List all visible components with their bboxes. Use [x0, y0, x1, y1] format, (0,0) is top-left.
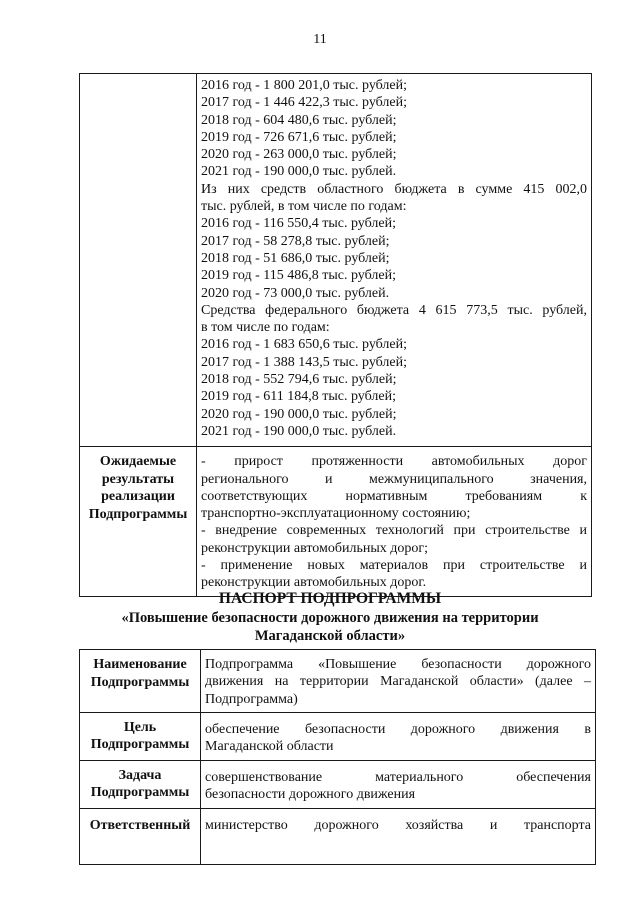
passport-label-line: Цель [123, 719, 157, 735]
funding-line: 2017 год - 1 446 422,3 тыс. рублей; [201, 95, 408, 111]
results-line: транспортно-эксплуатационному состоянию; [201, 506, 471, 522]
results-line: регионального и межмуниципального значения, [201, 471, 587, 487]
results-row [80, 447, 592, 596]
results-label-cell [80, 447, 197, 596]
results-line: реконструкции автомобильных дорог; [201, 540, 429, 556]
funding-line: в том числе по годам: [201, 320, 330, 336]
funding-text-cell [197, 74, 592, 447]
funding-line: 2019 год - 115 486,8 тыс. рублей; [201, 268, 396, 284]
passport-text-line: Магаданской области [205, 739, 334, 755]
funding-line: 2020 год - 263 000,0 тыс. рублей; [201, 147, 397, 163]
results-label-line: Ожидаемые [99, 454, 177, 470]
funding-line: Из них средств областного бюджета в сумме 415 002,0 [201, 181, 587, 197]
passport-label-cell [80, 808, 201, 865]
passport-label-line: Наименование [93, 657, 187, 672]
passport-label-cell [80, 650, 201, 713]
passport-row-responsible [80, 808, 596, 865]
funding-line: 2018 год - 51 686,0 тыс. рублей; [201, 250, 390, 266]
passport-label-line: Задача [118, 767, 162, 783]
funding-line: 2018 год - 604 480,6 тыс. рублей; [201, 112, 397, 128]
results-line: соответствующих нормативным требованиям к [201, 488, 587, 504]
funding-line: 2020 год - 190 000,0 тыс. рублей; [201, 406, 397, 422]
funding-line: тыс. рублей, в том числе по годам: [201, 199, 407, 215]
results-label-line: реализации [101, 489, 175, 505]
funding-line: 2017 год - 58 278,8 тыс. рублей; [201, 233, 390, 249]
passport-text-line: Подпрограмма) [205, 691, 298, 707]
passport-label-line: Подпрограммы [90, 785, 190, 801]
funding-line: 2020 год - 73 000,0 тыс. рублей. [201, 285, 390, 301]
passport-text-line: движения на территории Магаданской области» (далее – [205, 674, 591, 690]
passport-label-cell [80, 712, 201, 760]
passport-label-line: Подпрограммы [90, 674, 190, 690]
results-line: реконструкции автомобильных дорог. [201, 575, 427, 591]
funding-line: 2017 год - 1 388 143,5 тыс. рублей; [201, 354, 408, 370]
funding-line: 2021 год - 190 000,0 тыс. рублей. [201, 423, 397, 439]
results-line: - внедрение современных технологий при строительстве и [201, 523, 587, 539]
funding-line: 2016 год - 116 550,4 тыс. рублей; [201, 216, 396, 232]
passport-text-line: Подпрограмма «Повышение безопасности дорожного [205, 657, 591, 672]
funding-line: 2018 год - 552 794,6 тыс. рублей; [201, 372, 397, 388]
funding-table [79, 73, 592, 597]
passport-label-line: Ответственный [89, 817, 191, 833]
funding-line: Средства федерального бюджета 4 615 773,5 тыс. рублей, [201, 302, 587, 318]
passport-text-line: безопасности дорожного движения [205, 787, 416, 803]
passport-table [79, 649, 596, 865]
funding-label-cell [80, 74, 197, 447]
passport-text-line: министерство дорожного хозяйства и транспорта [205, 817, 591, 833]
passport-row-goal [80, 712, 596, 760]
passport-row-task [80, 760, 596, 808]
passport-text-cell [201, 808, 596, 865]
funding-line: 2016 год - 1 683 650,6 тыс. рублей; [201, 337, 408, 353]
passport-subtitle-line1: «Повышение безопасности дорожного движения на территории [121, 610, 539, 626]
passport-text-line: обеспечение безопасности дорожного движения в [205, 721, 591, 737]
passport-text-cell [201, 712, 596, 760]
funding-line: 2016 год - 1 800 201,0 тыс. рублей; [201, 78, 408, 93]
passport-text-cell [201, 650, 596, 713]
passport-heading: ПАСПОРТ ПОДПРОГРАММЫ [218, 590, 442, 607]
passport-label-cell [80, 760, 201, 808]
passport-subtitle-line2: Магаданской области» [254, 628, 406, 644]
results-label-line: результаты [101, 471, 175, 487]
results-line: - прирост протяженности автомобильных дорог [201, 454, 587, 470]
passport-text-line: совершенствование материального обеспечения [205, 769, 591, 785]
funding-row [80, 74, 592, 447]
results-label-line: Подпрограммы [88, 506, 188, 522]
passport-label-line: Подпрограммы [90, 737, 190, 753]
funding-line: 2021 год - 190 000,0 тыс. рублей. [201, 164, 397, 180]
results-line: - применение новых материалов при строительстве и [201, 558, 587, 574]
funding-line: 2019 год - 726 671,6 тыс. рублей; [201, 129, 397, 145]
funding-line: 2019 год - 611 184,8 тыс. рублей; [201, 389, 396, 405]
passport-row-name [80, 650, 596, 713]
page-number: 11 [313, 32, 327, 47]
passport-text-cell [201, 760, 596, 808]
results-text-cell [197, 447, 592, 596]
